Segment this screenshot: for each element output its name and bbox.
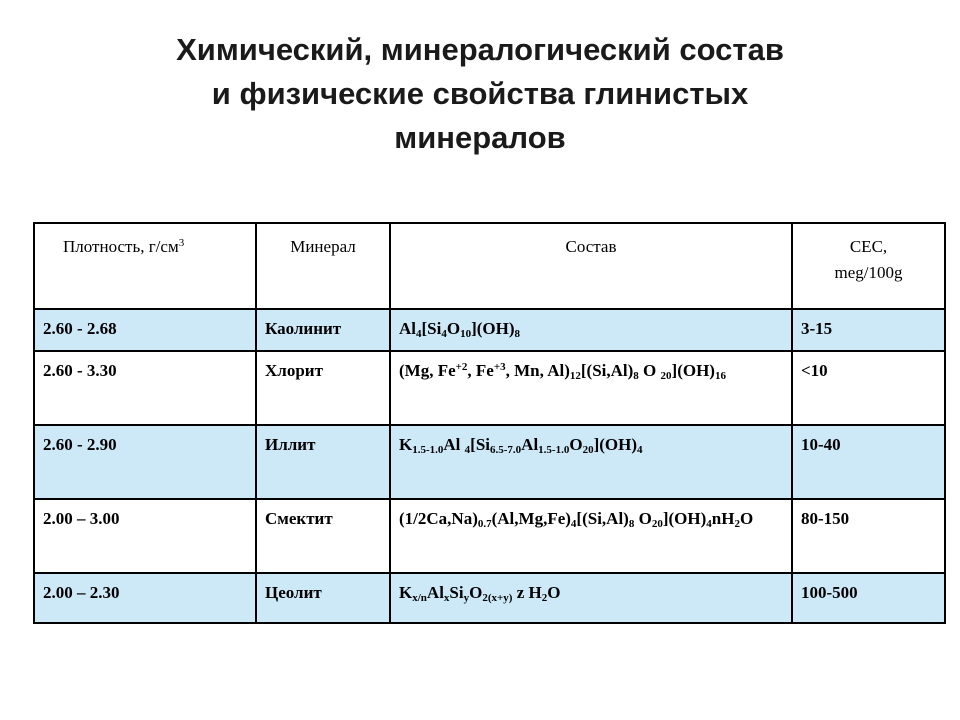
title-line-3: минералов: [394, 120, 566, 155]
formula-text: Al: [521, 435, 539, 454]
header-cec-line-1: CEC,: [849, 237, 888, 256]
formula-subscript: 12: [569, 370, 581, 382]
table-row: [34, 351, 945, 425]
cell-mineral: Каолинит: [256, 309, 390, 351]
minerals-table: [33, 222, 946, 624]
cell-mineral: Цеолит: [256, 573, 390, 623]
formula-subscript: 4: [637, 444, 643, 456]
formula-subscript: 8: [628, 518, 635, 530]
formula-subscript: 8: [633, 370, 639, 382]
formula-text: [Si: [470, 435, 490, 454]
header-density-label: Плотность, г/см: [63, 237, 179, 256]
formula-text: (Mg, Fe: [399, 361, 456, 380]
header-composition: Состав: [390, 223, 792, 309]
formula-text: [(Si,Al): [580, 361, 634, 380]
formula-text: O: [638, 361, 661, 380]
formula-subscript: 0.7: [477, 518, 492, 530]
formula-text: K: [399, 583, 413, 602]
formula-text: K: [399, 435, 413, 454]
table-row: [34, 425, 945, 499]
formula-text: O: [634, 509, 652, 528]
header-density-sup: 3: [178, 237, 185, 249]
formula-text: z H: [512, 583, 542, 602]
cell-cec: 3-15: [792, 309, 945, 351]
table-header-row: [34, 223, 945, 309]
formula-subscript: 8: [514, 328, 521, 340]
formula-subscript: 1.5-1.0: [538, 444, 570, 456]
formula-text: O: [569, 435, 583, 454]
page-title: [90, 28, 870, 160]
formula-text: ](OH): [662, 509, 707, 528]
cell-formula: [390, 309, 792, 351]
formula-text: Al: [399, 319, 416, 338]
formula-text: , Fe: [467, 361, 494, 380]
table-row: [34, 573, 945, 623]
formula-text: [Si: [421, 319, 442, 338]
formula-text: O: [739, 509, 754, 528]
formula-subscript: y: [463, 592, 470, 604]
table-row: [34, 499, 945, 573]
formula-subscript: 2(x+y): [482, 592, 513, 604]
cell-mineral: Смектит: [256, 499, 390, 573]
formula-text: nH: [711, 509, 735, 528]
formula-subscript: 20: [582, 444, 594, 456]
formula-text: Si: [449, 583, 464, 602]
formula-text: ](OH): [671, 361, 715, 380]
cell-density: 2.60 - 3.30: [34, 351, 256, 425]
formula-subscript: 2: [734, 518, 740, 530]
cell-cec: 10-40: [792, 425, 945, 499]
cell-density: 2.00 – 3.00: [34, 499, 256, 573]
header-cec: [792, 223, 945, 309]
formula-subscript: 6.5-7.0: [490, 444, 522, 456]
cell-density: 2.00 – 2.30: [34, 573, 256, 623]
cell-cec: 100-500: [792, 573, 945, 623]
title-line-2: и физические свойства глинистых: [211, 76, 749, 111]
cell-cec: 80-150: [792, 499, 945, 573]
formula-subscript: 4: [464, 444, 471, 456]
cell-cec: <10: [792, 351, 945, 425]
table-row: [34, 309, 945, 351]
formula-text: O: [547, 583, 561, 602]
cell-mineral: Хлорит: [256, 351, 390, 425]
formula-subscript: 4: [441, 328, 447, 340]
formula-text: Al: [426, 583, 444, 602]
cell-formula: [390, 499, 792, 573]
formula-text: ](OH): [593, 435, 638, 454]
cell-formula: [390, 573, 792, 623]
formula-subscript: 16: [714, 370, 726, 382]
header-cec-line-2: meg/100g: [834, 263, 903, 282]
formula-superscript: +2: [455, 361, 468, 373]
formula-subscript: 4: [706, 518, 712, 530]
formula-text: O: [469, 583, 483, 602]
cell-density: 2.60 - 2.68: [34, 309, 256, 351]
formula-subscript: 20: [651, 518, 663, 530]
cell-density: 2.60 - 2.90: [34, 425, 256, 499]
formula-text: , Mn, Al): [505, 361, 570, 380]
header-mineral: Минерал: [256, 223, 390, 309]
cell-formula: [390, 425, 792, 499]
formula-subscript: 1.5-1.0: [412, 444, 444, 456]
formula-subscript: x: [443, 592, 450, 604]
title-line-1: Химический, минералогический состав: [176, 32, 784, 67]
formula-text: (Al,Mg,Fe): [491, 509, 571, 528]
cell-mineral: Иллит: [256, 425, 390, 499]
formula-subscript: 20: [660, 370, 672, 382]
formula-subscript: 4: [416, 328, 422, 340]
formula-subscript: 4: [570, 518, 577, 530]
cell-formula: [390, 351, 792, 425]
formula-subscript: x/n: [412, 592, 427, 604]
formula-subscript: 2: [541, 592, 548, 604]
formula-text: O: [446, 319, 461, 338]
formula-text: (1/2Ca,Na): [399, 509, 478, 528]
formula-text: [(Si,Al): [576, 509, 629, 528]
formula-superscript: +3: [493, 361, 506, 373]
formula-text: ](OH): [471, 319, 515, 338]
formula-text: Al: [443, 435, 465, 454]
formula-subscript: 10: [460, 328, 472, 340]
header-density: [34, 223, 256, 309]
